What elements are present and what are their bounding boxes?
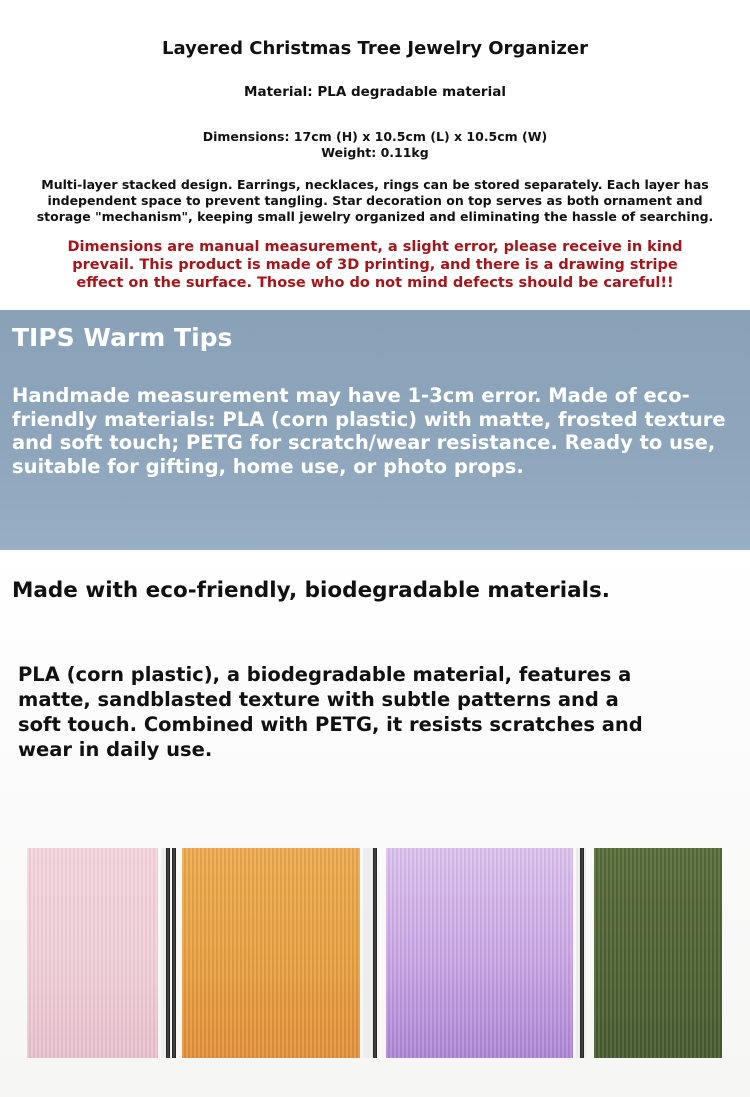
product-title: Layered Christmas Tree Jewelry Organizer [162, 38, 588, 59]
weight-line: Weight: 0.11kg [321, 145, 429, 160]
dimensions-line: Dimensions: 17cm (H) x 10.5cm (L) x 10.5cm (W) [202, 129, 548, 144]
spool-edge [580, 848, 584, 1058]
orange-filament-swatch [182, 848, 360, 1058]
purple-filament-swatch [386, 848, 573, 1058]
spool-edge [172, 848, 176, 1058]
warm-tips-banner [0, 310, 750, 550]
spec-section [0, 0, 750, 310]
measurement-warning: Dimensions are manual measurement, a slight error, please receive in kind prevail. This product is made of 3D printing, and there is a drawing stripe effect on the surface. Those who do not mind defects should be careful!! [67, 239, 683, 291]
product-description: Multi-layer stacked design. Earrings, necklaces, rings can be stored separately. Each layer has independent space to prevent tangling. Star decoration on top serves as both ornament and storage "mechanism", keeping small jewelry organized and eliminating the hassle of searching. [36, 177, 714, 224]
material-line: Material: PLA degradable material [244, 84, 506, 100]
materials-body: PLA (corn plastic), a biodegradable material, features a matte, sandblasted texture with subtle patterns and a soft touch. Combined with PETG, it resists scratches and wear in daily use. [18, 663, 643, 761]
pink-filament-swatch [27, 848, 158, 1058]
materials-heading: Made with eco-friendly, biodegradable materials. [12, 578, 610, 603]
green-filament-swatch [594, 848, 722, 1058]
tips-title: TIPS Warm Tips [12, 323, 233, 352]
spool-gap [363, 848, 373, 1058]
spool-edge [373, 848, 377, 1058]
spool-edge [166, 848, 170, 1058]
tips-body: Handmade measurement may have 1-3cm error. Made of eco-friendly materials: PLA (corn plastic) with matte, frosted texture and soft touch; PETG for scratch/wear resistance. Ready to use, suitable for gifting, home use, or photo props. [12, 384, 726, 478]
